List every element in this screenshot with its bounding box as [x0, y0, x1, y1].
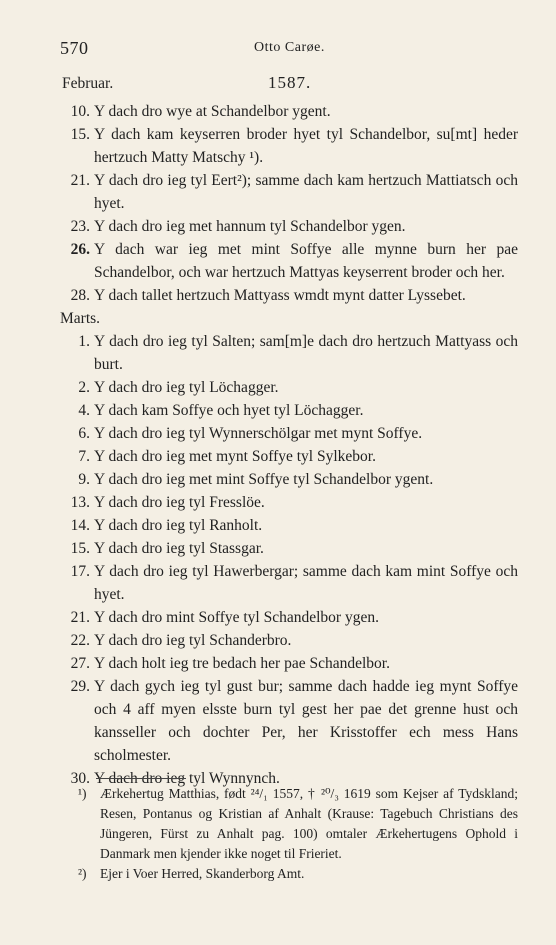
footnotes	[78, 784, 518, 884]
footnote	[78, 864, 518, 884]
entry-text: Y dach dro ieg tyl Ranholt.	[94, 517, 263, 534]
entry	[60, 468, 518, 491]
entry-text: Y dach kam Soffye och hyet tyl Löchagger.	[94, 402, 364, 419]
entry-text: Y dach holt ieg tre bedach her pae Schandelbor.	[94, 655, 390, 672]
entry	[60, 238, 518, 284]
entry-text: Y dach dro ieg tyl Löchagger.	[94, 379, 279, 396]
entry-day: 21.	[70, 609, 90, 626]
entry-day: 7.	[78, 448, 90, 465]
entry-text: Y dach dro ieg tyl Fresslöe.	[94, 494, 265, 511]
footnote-mark: ¹)	[78, 786, 87, 801]
entry-day: 21.	[70, 172, 90, 189]
entry-day: 28.	[70, 287, 90, 304]
entry-text: Y dach kam keyserren broder hyet tyl Schandelbor, su[mt] heder hertzuch Matty Matschy ¹).	[94, 126, 518, 166]
entry-day: 13.	[70, 494, 90, 511]
footnote-divider	[96, 778, 186, 779]
page-number: 570	[60, 38, 89, 58]
entry	[60, 215, 518, 238]
entry-day: 22.	[70, 632, 90, 649]
entry-day: 15.	[70, 126, 90, 143]
entry-text: Y dach gych ieg tyl gust bur; samme dach hadde ieg mynt Soffye och 4 aff myen elsste burn tyl gest her pae det grenne hust och kansseller och dochter Per, her Krisstoffer ech mess Hans scholmester.	[94, 678, 518, 764]
entry	[60, 422, 518, 445]
entry-day: 2.	[78, 379, 90, 396]
diary-entries	[60, 100, 518, 790]
entry-day: 30.	[70, 770, 90, 787]
footnote-text: Ærkehertug Matthias, født ²⁴/₁ 1557, † ²⁰/₃ 1619 som Kejser af Tydskland; Resen, Pontanus og Kristian af Anhalt (Krause: Tagebuch Christians des Jüngeren, Fürst zu Anhalt pag. 100) omtaler Ærkehertugens Ophold i Danmark men kjender ikke noget til Frieriet.	[100, 786, 518, 861]
entry-day: 14.	[70, 517, 90, 534]
entry	[60, 491, 518, 514]
entry-day: 10.	[70, 103, 90, 120]
entry-day: 9.	[78, 471, 90, 488]
entry	[60, 675, 518, 767]
entry-text: Y dach dro ieg tyl Eert²); samme dach kam hertzuch Mattiatsch och hyet.	[94, 172, 518, 212]
entry-day: 1.	[78, 333, 90, 350]
month-heading-february: Februar.	[62, 75, 114, 92]
entry-day: 27.	[70, 655, 90, 672]
entry-text: Y dach dro ieg met mynt Soffye tyl Sylkebor.	[94, 448, 376, 465]
month-heading-march: Marts.	[60, 310, 101, 327]
entry-text: Y dach dro ieg tyl Wynnerschölgar met mynt Soffye.	[94, 425, 423, 442]
entry-text: Y dach war ieg met mint Soffye alle mynne burn her pae Schandelbor, och war hertzuch Mattyas keyserrent broder och her.	[94, 241, 518, 281]
footnote-text: Ejer i Voer Herred, Skanderborg Amt.	[100, 866, 305, 881]
entry	[60, 123, 518, 169]
entry	[60, 399, 518, 422]
year-heading: 1587.	[268, 73, 312, 92]
entry-text: Y dach dro ieg tyl Stassgar.	[94, 540, 264, 557]
entry	[60, 560, 518, 606]
entry-day: 29.	[70, 678, 90, 695]
entry-day: 26.	[70, 241, 90, 258]
footnote-mark: ²)	[78, 866, 87, 881]
entry-text: Y dach dro ieg tyl Salten; sam[m]e dach dro hertzuch Mattyass och burt.	[94, 333, 518, 373]
entry	[60, 514, 518, 537]
running-head: Otto Carøe.	[254, 40, 325, 55]
entry-day: 17.	[70, 563, 90, 580]
entry-text: Y dach dro ieg tyl Wynnynch.	[94, 770, 280, 787]
entry-text: Y dach dro ieg met hannum tyl Schandelbor ygen.	[94, 218, 406, 235]
entry-day: 15.	[70, 540, 90, 557]
entry-text: Y dach tallet hertzuch Mattyass wmdt mynt datter Lyssebet.	[94, 287, 466, 304]
entry	[60, 445, 518, 468]
entry	[60, 652, 518, 675]
entry-text: Y dach dro wye at Schandelbor ygent.	[94, 103, 331, 120]
entry-text: Y dach dro ieg tyl Hawerbergar; samme dach kam mint Soffye och hyet.	[94, 563, 518, 603]
entry	[60, 537, 518, 560]
entry-text: Y dach dro ieg tyl Schanderbro.	[94, 632, 292, 649]
entry-day: 6.	[78, 425, 90, 442]
entry-text: Y dach dro mint Soffye tyl Schandelbor ygen.	[94, 609, 379, 626]
entry	[60, 330, 518, 376]
entry-day: 23.	[70, 218, 90, 235]
entry	[60, 606, 518, 629]
entry	[60, 100, 518, 123]
entry	[60, 284, 518, 307]
footnote	[78, 784, 518, 864]
entry-day: 4.	[78, 402, 90, 419]
entry	[60, 376, 518, 399]
entry-text: Y dach dro ieg met mint Soffye tyl Schandelbor ygent.	[94, 471, 434, 488]
page-header	[60, 38, 516, 60]
entry	[60, 169, 518, 215]
entry	[60, 629, 518, 652]
